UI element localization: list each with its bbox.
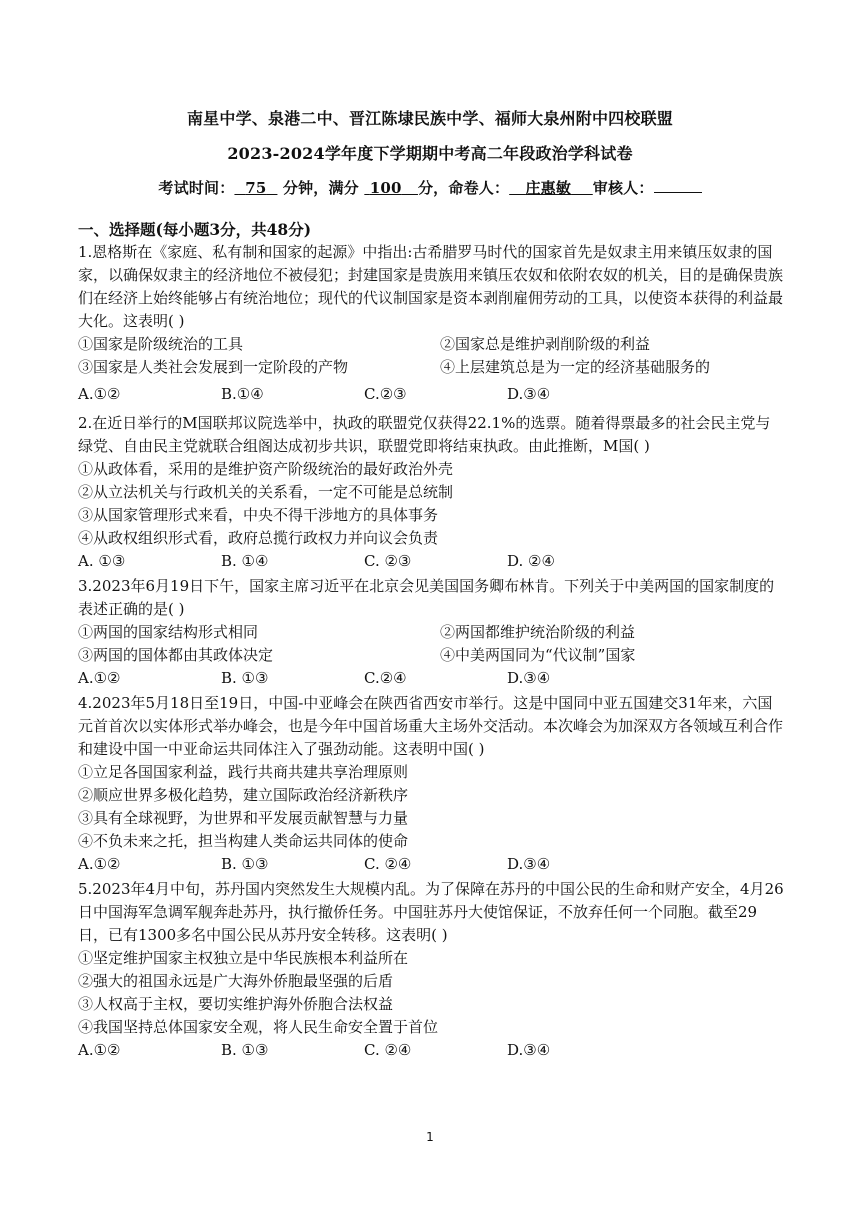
statement-1: ①立足各国国家利益，践行共商共建共享治理原则 xyxy=(78,763,409,781)
statement-2: ②从立法机关与行政机关的关系看，一定不可能是总统制 xyxy=(78,483,454,501)
statement-2: ②顺应世界多极化趋势，建立国际政治经济新秩序 xyxy=(78,786,409,804)
choice-a: A.①② xyxy=(78,855,121,873)
exam-time-label: 考试时间： xyxy=(158,179,235,197)
question-stem: 5.2023年4月中旬，苏丹国内突然发生大规模内乱。为了保障在苏丹的中国公民的生命和财产安全，4月26日中国海军急调军舰奔赴苏丹，执行撤侨任务。中国驻苏丹大使馆保证，不放弃任何一个同胞。截至29日，已有1300多名中国公民从苏丹安全转移。这表明( ) xyxy=(78,880,784,944)
exam-info-line xyxy=(0,177,860,198)
statement-4: ④我国坚持总体国家安全观，将人民生命安全置于首位 xyxy=(78,1018,439,1036)
choice-b: B. ①③ xyxy=(221,855,269,873)
page-number: 1 xyxy=(426,1130,434,1144)
question-5 xyxy=(78,878,784,1062)
choice-c: C.②③ xyxy=(364,385,407,403)
question-stem: 4.2023年5月18日至19日，中国-中亚峰会在陕西省西安市举行。这是中国同中亚五国建交31年来，六国元首首次以实体形式举办峰会，也是今年中国首场重大主场外交活动。本次峰会为加深双方各领域互利合作和建设中国一中亚命运共同体注入了强劲动能。这表明中国( ) xyxy=(78,694,784,758)
question-stem: 2.在近日举行的M国联邦议院选举中，执政的联盟党仅获得22.1%的选票。随着得票最多的社会民主党与绿党、自由民主党就联合组阁达成初步共识，联盟党即将结束执政。由此推断，M国( ) xyxy=(78,414,771,455)
choice-d: D.③④ xyxy=(507,1041,551,1059)
choice-a: A.①② xyxy=(78,669,121,687)
statement-row xyxy=(78,333,784,356)
question-2 xyxy=(78,412,784,573)
statement-3: ③国家是人类社会发展到一定阶段的产物 xyxy=(78,358,349,376)
choice-c: C. ②④ xyxy=(364,1041,412,1059)
question-1 xyxy=(78,241,784,406)
author-name: 庄惠敏 xyxy=(525,179,572,197)
choice-a: A. ①③ xyxy=(78,552,126,570)
choice-b: B. ①③ xyxy=(221,669,269,687)
statement-2: ②国家总是维护剥削阶级的利益 xyxy=(440,335,651,353)
choice-d: D.③④ xyxy=(507,385,551,403)
statement-2: ②两国都维护统治阶级的利益 xyxy=(440,623,636,641)
question-4 xyxy=(78,692,784,876)
statement-2: ②强大的祖国永远是广大海外侨胞最坚强的后盾 xyxy=(78,972,394,990)
choice-row xyxy=(78,383,784,406)
full-score-value: 100 xyxy=(369,179,402,197)
statement-3: ③从国家管理形式来看，中央不得干涉地方的具体事务 xyxy=(78,506,439,524)
section-title: 一、选择题(每小题3分，共48分) xyxy=(78,220,312,239)
choice-row xyxy=(78,1039,784,1062)
statement-4: ④中美两国同为“代议制”国家 xyxy=(440,646,636,664)
exam-content xyxy=(78,214,784,1064)
choice-b: B. ①④ xyxy=(221,552,269,570)
reviewer-blank xyxy=(654,178,702,193)
choice-d: D. ②④ xyxy=(507,552,555,570)
choice-b: B. ①③ xyxy=(221,1041,269,1059)
statement-row xyxy=(78,356,784,379)
choice-c: C.②④ xyxy=(364,669,407,687)
statement-4: ④不负未来之托，担当构建人类命运共同体的使命 xyxy=(78,832,409,850)
statement-1: ①从政体看，采用的是维护资产阶级统治的最好政治外壳 xyxy=(78,460,454,478)
choice-row xyxy=(78,550,784,573)
choice-row xyxy=(78,667,784,690)
choice-a: A.①② xyxy=(78,1041,121,1059)
exam-title: 2023-2024学年度下学期期中考高二年段政治学科试卷 xyxy=(227,144,633,163)
choice-c: C. ②④ xyxy=(364,855,412,873)
exam-time-suffix: 分钟，满分 xyxy=(282,179,359,197)
question-stem: 1.恩格斯在《家庭、私有制和国家的起源》中指出:古希腊罗马时代的国家首先是奴隶主用来镇压奴隶的国家，以确保奴隶主的经济地位不被侵犯；封建国家是贵族用来镇压农奴和依附农奴的机关，目的是确保贵族们在经济上始终能够占有统治地位；现代的代议制国家是资本剥削雇佣劳动的工具，以使资本获得的利益最大化。这表明( ) xyxy=(78,243,784,330)
choice-row xyxy=(78,853,784,876)
statement-row xyxy=(78,644,784,667)
full-score-suffix: 分，命卷人： xyxy=(417,179,510,197)
statement-3: ③人权高于主权，要切实维护海外侨胞合法权益 xyxy=(78,995,394,1013)
statement-4: ④上层建筑总是为一定的经济基础服务的 xyxy=(440,358,711,376)
statement-1: ①国家是阶级统治的工具 xyxy=(78,335,244,353)
question-stem: 3.2023年6月19日下午，国家主席习近平在北京会见美国国务卿布林肯。下列关于中美两国的国家制度的表述正确的是( ) xyxy=(78,577,775,618)
question-3 xyxy=(78,575,784,690)
school-alliance-title: 南星中学、泉港二中、晋江陈埭民族中学、福师大泉州附中四校联盟 xyxy=(186,109,673,128)
choice-c: C. ②③ xyxy=(364,552,412,570)
exam-time-value: 75 xyxy=(245,179,267,197)
statement-3: ③两国的国体都由其政体决定 xyxy=(78,646,274,664)
statement-row xyxy=(78,621,784,644)
statement-4: ④从政权组织形式看，政府总揽行政权力并向议会负责 xyxy=(78,529,439,547)
choice-d: D.③④ xyxy=(507,669,551,687)
choice-b: B.①④ xyxy=(221,385,264,403)
statement-1: ①坚定维护国家主权独立是中华民族根本利益所在 xyxy=(78,949,409,967)
statement-1: ①两国的国家结构形式相同 xyxy=(78,623,259,641)
choice-d: D.③④ xyxy=(507,855,551,873)
choice-a: A.①② xyxy=(78,385,121,403)
statement-3: ③具有全球视野，为世界和平发展贡献智慧与力量 xyxy=(78,809,409,827)
reviewer-label: 审核人： xyxy=(592,179,654,197)
